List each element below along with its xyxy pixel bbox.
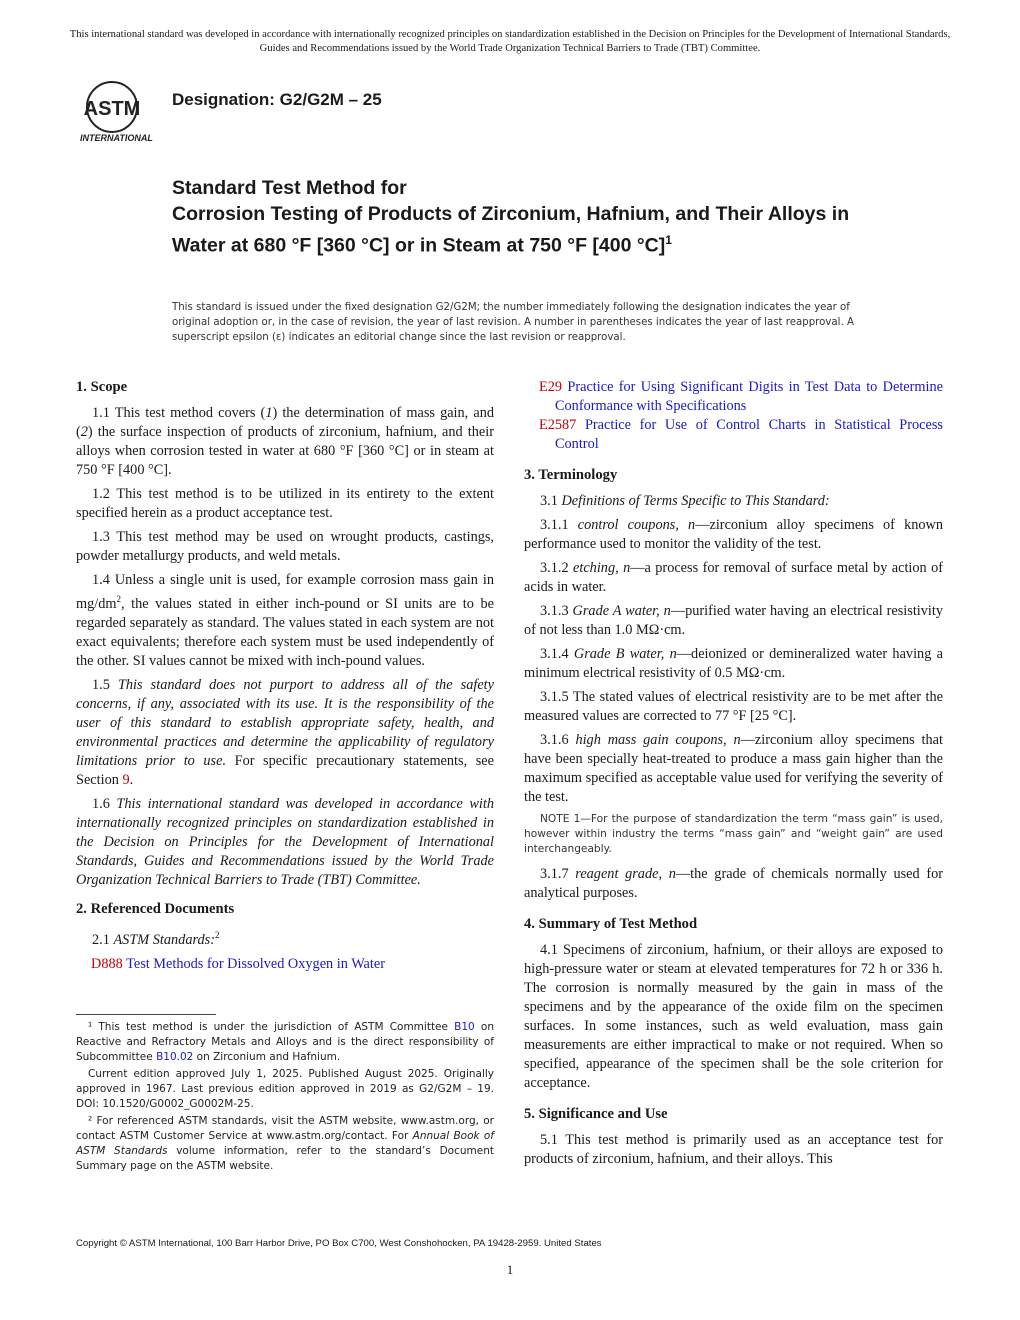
para-3-1-4: 3.1.4 Grade B water, n—deionized or demineralized water having a minimum electrical resistivity of 0.5 MΩ·cm. xyxy=(524,646,943,681)
footnote-1-edition: Current edition approved July 1, 2025. Published August 2025. Originally approved in 1967. Last previous edition approved in 2019 as G2/G2M – 19. DOI: 10.1520/G0002_G0002M-25. xyxy=(76,1068,494,1110)
para-1-1: 1.1 This test method covers (1) the determination of mass gain, and (2) the surface inspection of products of zirconium, hafnium, and their alloys when corrosion tested in water at 680 °F [360 °C] or in steam at 750 °F [400 °C]. xyxy=(76,405,494,478)
para-3-1-2: 3.1.2 etching, n—a process for removal of surface metal by action of acids in water. xyxy=(524,560,944,595)
b10-02-link[interactable]: B10.02 xyxy=(156,1051,194,1063)
para-3-1-7: 3.1.7 reagent grade, n—the grade of chemicals normally used for analytical purposes. xyxy=(524,866,943,901)
section-1-heading: 1. Scope xyxy=(76,379,128,395)
footnotes xyxy=(76,1020,494,1176)
section-3-heading: 3. Terminology xyxy=(524,467,618,483)
title-line-2: Corrosion Testing of Products of Zirconium, Hafnium, and Their Alloys in Water at 680 °F [360 °C] or in Steam at 750 °F [400 °C] xyxy=(172,203,850,257)
section-4-heading: 4. Summary of Test Method xyxy=(524,916,698,932)
section-2-heading: 2. Referenced Documents xyxy=(76,900,235,917)
astm-logo xyxy=(76,80,162,146)
copyright: Copyright © ASTM International, 100 Barr Harbor Drive, PO Box C700, West Conshohocken, PA 19428-2959. United States xyxy=(76,1238,602,1249)
ref-d888[interactable]: D888 Test Methods for Dissolved Oxygen in Water xyxy=(91,955,385,972)
left-column xyxy=(76,378,494,974)
designation: Designation: G2/G2M – 25 xyxy=(172,90,382,109)
para-3-1-5: 3.1.5 The stated values of electrical resistivity are to be met after the measured values are corrected to 77 °F [25 °C]. xyxy=(524,689,943,724)
para-3-1: 3.1 Definitions of Terms Specific to This Standard: xyxy=(540,493,830,509)
para-1-6: 1.6 This international standard was developed in accordance with internationally recognized principles on standardization established in the Decision on Principles for the Development of International Standards, Guides and Recommendations issued by the World Trade Organization Technical Barriers to Trade (TBT) Committee. xyxy=(76,795,494,888)
section-5-heading: 5. Significance and Use xyxy=(524,1106,668,1122)
para-5-1: 5.1 This test method is primarily used as an acceptance test for products of zirconium, hafnium, and their alloys. This xyxy=(524,1132,943,1167)
footnote-rule xyxy=(76,1014,216,1015)
top-notice: This international standard was developed in accordance with internationally recognized principles on standardization established in the Decision on Principles for the Development of International Standards, Guides and Recommendations issued by the World Trade Organization Technical Barriers to Trade (TBT) Committee. xyxy=(69,29,951,54)
para-1-3: 1.3 This test method may be used on wrought products, castings, powder metallurgy products, and weld metals. xyxy=(76,529,494,564)
title-footnote-mark: 1 xyxy=(665,233,672,247)
para-4-1: 4.1 Specimens of zirconium, hafnium, or their alloys are exposed to high-pressure water or steam at elevated temperatures for 72 h or 336 h. The corrosion is normally measured by the gain in mass of the specimens and by the appearance of the oxide film on the specimen surfaces. In some instances, such as weld evaluation, mass gain measurements are either impractical to make or not required. When so specified, appearance of the specimen shall be the sole criterion for acceptance. xyxy=(524,942,943,1091)
ref-e2587[interactable]: E2587 Practice for Use of Control Charts in Statistical Process Control xyxy=(539,417,943,452)
ref-e29[interactable]: E29 Practice for Using Significant Digits in Test Data to Determine Conformance with Specifications xyxy=(539,379,944,414)
para-3-1-3: 3.1.3 Grade A water, n—purified water having an electrical resistivity of not less than 1.0 MΩ·cm. xyxy=(524,603,944,638)
para-3-1-1: 3.1.1 control coupons, n—zirconium alloy specimens of known performance used to monitor the validity of the test. xyxy=(524,517,943,552)
b10-link[interactable]: B10 xyxy=(454,1021,475,1033)
para-1-5: 1.5 This standard does not purport to address all of the safety concerns, if any, associated with its use. It is the responsibility of the user of this standard to establish appropriate safety, health, and environmental practices and determine the applicability of regulatory limitations prior to use. For specific precautionary statements, see Section 9. xyxy=(76,676,494,788)
issued-note: This standard is issued under the fixed designation G2/G2M; the number immediately following the designation indicates the year of original adoption or, in the case of revision, the year of last revision. A number in parentheses indicates the year of last reapproval. A superscript epsilon (ε) indicates an editorial change since the last revision or reapproval. xyxy=(172,302,854,343)
para-2-1: 2.1 ASTM Standards:$^2$ xyxy=(92,929,220,948)
note-1: NOTE 1—For the purpose of standardization the term “mass gain” is used, however within industry the terms “mass gain” and “weight gain” are used interchangeably. xyxy=(524,813,943,855)
para-1-2: 1.2 This test method is to be utilized in its entirety to the extent specified herein as a product acceptance test. xyxy=(76,486,494,521)
right-column xyxy=(524,378,943,1174)
para-3-1-6: 3.1.6 high mass gain coupons, n—zirconium alloy specimens that have been specially heat-treated to produce a mass gain higher than the maximum specified as acceptable value used for verifying the severity of the test. xyxy=(524,732,943,805)
section-9-link[interactable]: 9 xyxy=(122,771,130,788)
para-1-4: 1.4 Unless a single unit is used, for example corrosion mass gain in $mg/dm^2$, the values stated in either inch-pound or SI units are to be regarded separately as standard. The values stated in each system are not exact equivalents; therefore each system must be used independently of the other. SI values cannot be mixed with inch-pound values. xyxy=(76,572,494,669)
title-line-1: Standard Test Method for xyxy=(172,177,407,199)
footnote-1: ¹ This test method is under the jurisdiction of ASTM Committee B10 on Reactive and Refractory Metals and Alloys and is the direct responsibility of Subcommittee B10.02 on Zirconium and Hafnium. xyxy=(76,1021,495,1063)
page-number: 1 xyxy=(506,1262,514,1277)
astm-logo-icon xyxy=(76,80,162,146)
logo-text: ASTM xyxy=(83,98,141,120)
logo-subtext: INTERNATIONAL xyxy=(80,133,153,143)
document-title xyxy=(172,175,872,259)
footnote-2: ² For referenced ASTM standards, visit the ASTM website, www.astm.org, or contact ASTM Customer Service at www.astm.org/contact. For Annual Book of ASTM Standards volume information, refer to the standard’s Document Summary page on the ASTM website. xyxy=(76,1115,495,1172)
title-main xyxy=(172,201,872,259)
